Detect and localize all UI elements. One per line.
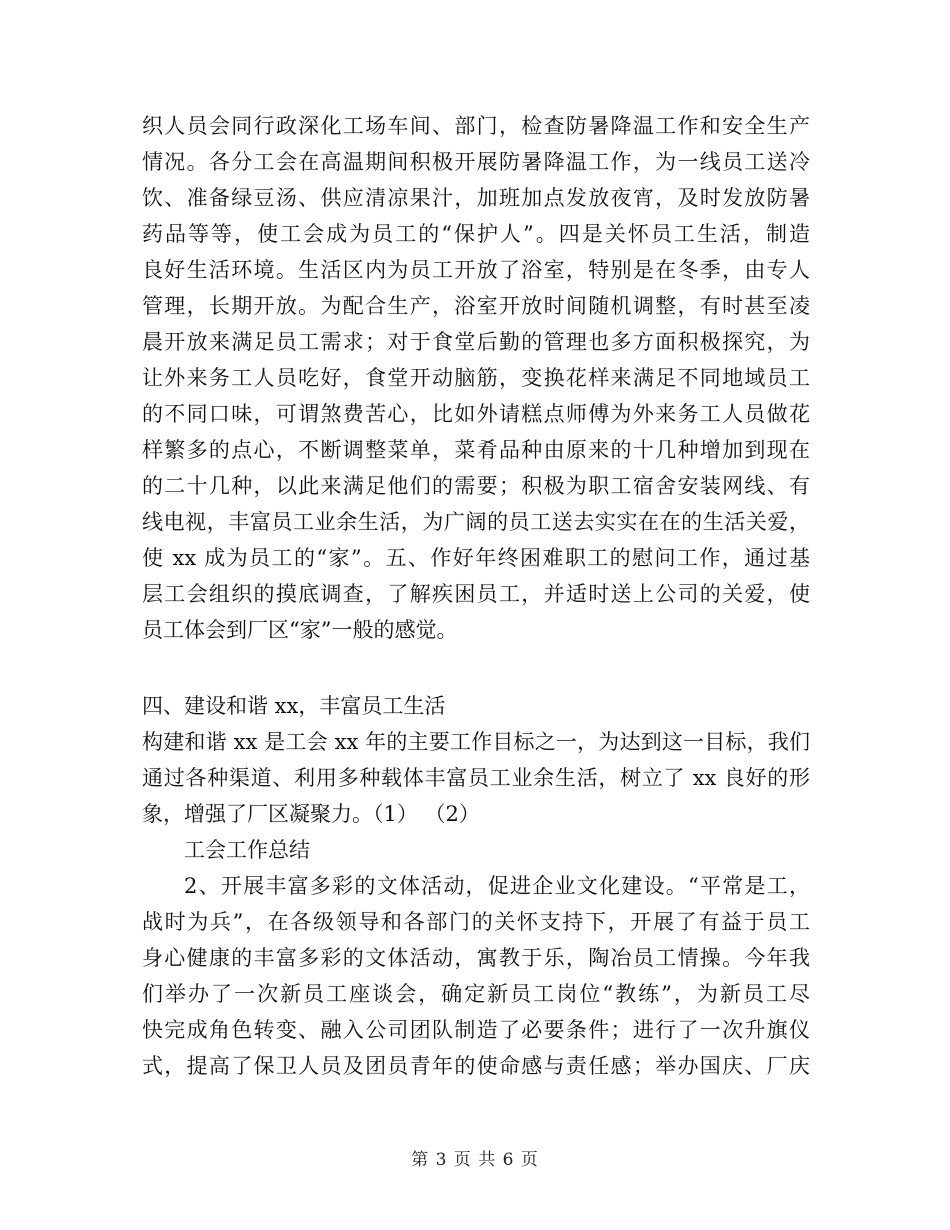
page-number-footer: 第 3 页 共 6 页 [411,1150,539,1170]
text-line: 构建和谐 xx 是工会 xx 年的主要工作目标之一，为达到这一目标，我们 [142,730,810,754]
text-line: 层工会组织的摸底调查，了解疾困员工，并适时送上公司的关爱，使 [142,582,810,606]
text-line: 象，增强了厂区凝聚力。（1） （2） [142,802,480,826]
subtitle: 工会工作总结 [184,838,310,862]
text-line: 们举办了一次新员工座谈会，确定新员工岗位“教练”，为新员工尽 [142,982,810,1006]
text-line: 让外来务工人员吃好，食堂开动脑筋，变换花样来满足不同地域员工 [142,366,810,390]
paragraph-2 [142,724,810,832]
text-line: 通过各种渠道、利用多种载体丰富员工业余生活，树立了 xx 良好的形 [142,766,810,790]
text-line: 织人员会同行政深化工场车间、部门，检查防暑降温工作和安全生产 [142,114,810,138]
text-line: 2、开展丰富多彩的文体活动，促进企业文化建设。“平常是工， [184,874,810,898]
text-line: 药品等等，使工会成为员工的“保护人”。四是关怀员工生活，制造 [142,222,810,246]
text-line: 线电视，丰富员工业余生活，为广阔的员工送去实实在在的生活关爱， [142,510,810,534]
document-body [142,108,810,1084]
text-line: 饮、准备绿豆汤、供应清凉果汁，加班加点发放夜宵，及时发放防暑 [142,186,810,210]
text-line: 战时为兵”，在各级领导和各部门的关怀支持下，开展了有益于员工 [142,910,810,934]
text-line: 样繁多的点心，不断调整菜单，菜肴品种由原来的十几种增加到现在 [142,438,810,462]
paragraph-1 [142,108,810,648]
text-line: 情况。各分工会在高温期间积极开展防暑降温工作，为一线员工送冷 [142,150,810,174]
paragraph-3 [142,868,810,1084]
text-line: 的二十几种，以此来满足他们的需要；积极为职工宿舍安装网线、有 [142,474,810,498]
text-line: 员工体会到厂区“家”一般的感觉。 [142,618,458,642]
paragraph-gap [142,648,810,688]
text-line: 式，提高了保卫人员及团员青年的使命感与责任感；举办国庆、厂庆 [142,1054,810,1078]
text-line: 快完成角色转变、融入公司团队制造了必要条件；进行了一次升旗仪 [142,1018,810,1042]
text-line: 管理，长期开放。为配合生产，浴室开放时间随机调整，有时甚至凌 [142,294,810,318]
text-line: 使 xx 成为员工的“家”。五、作好年终困难职工的慰问工作，通过基 [142,546,810,570]
section-heading: 四、建设和谐 xx，丰富员工生活 [142,694,446,718]
text-line: 晨开放来满足员工需求；对于食堂后勤的管理也多方面积极探究，为 [142,330,810,354]
text-line: 的不同口味，可谓煞费苦心，比如外请糕点师傅为外来务工人员做花 [142,402,810,426]
text-line: 身心健康的丰富多彩的文体活动，寓教于乐，陶冶员工情操。今年我 [142,946,810,970]
text-line: 良好生活环境。生活区内为员工开放了浴室，特别是在冬季，由专人 [142,258,810,282]
